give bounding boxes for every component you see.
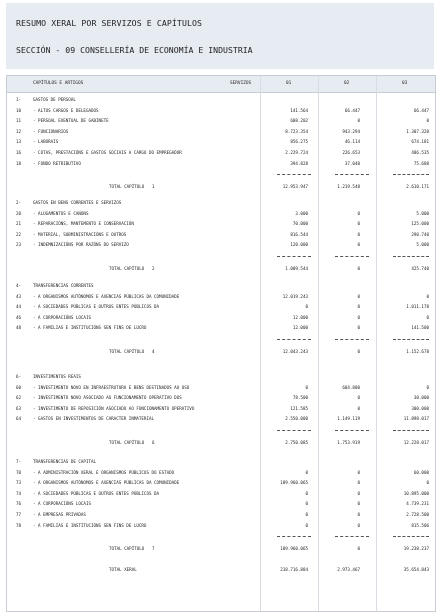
value-service-03: 141.500 [411, 325, 429, 331]
article-code: 22 [16, 231, 22, 237]
value-service-02: 0 [357, 395, 360, 401]
value-service-03: 5.000 [416, 242, 429, 248]
article-code: 23 [16, 242, 22, 248]
article-description: - COTAS, PRESTACIÓNS E GASTOS SOCIAIS A CARGO DO EMPREGADOR [33, 150, 182, 155]
total-separator [393, 174, 429, 175]
value-service-03: 2.728.500 [406, 512, 429, 517]
table-row [7, 522, 435, 530]
value-service-01: 816.544 [290, 231, 308, 237]
value-service-02: 0 [357, 293, 360, 299]
grand-total-service-02: 2.973.467 [337, 567, 360, 572]
chapter-code: 6- [16, 374, 22, 379]
table-row [7, 149, 435, 157]
total-label: TOTAL CAPÍTULO [109, 546, 145, 552]
value-service-02: 0 [357, 469, 360, 475]
total-service-02: 0 [357, 266, 360, 271]
total-separator [335, 536, 369, 537]
grand-total-label: TOTAL XERAL [109, 567, 137, 572]
total-service-03: 12.228.017 [403, 440, 429, 445]
value-service-02: 226.653 [342, 150, 360, 155]
article-description: - INVESTIMENTO NOVO ASOCIADO AO FUNCIONAMENTO OPERATIVO DOS [33, 395, 182, 401]
grand-total-row [7, 566, 435, 574]
article-code: 48 [16, 325, 22, 331]
value-service-02: 0 [357, 304, 360, 310]
article-description: - A EMPRESAS PRIVADAS [33, 512, 86, 517]
total-separator [393, 339, 429, 340]
article-description: - ALUGAMENTOS E CANONS [33, 210, 89, 216]
value-service-03: 1.011.178 [406, 304, 429, 310]
chapter-code: 1- [16, 97, 22, 102]
chapter-name: TRANSFERENCIAS CORRENTES [33, 283, 94, 288]
chapter-code: 4- [16, 283, 22, 288]
value-service-01: 141.564 [290, 107, 308, 113]
table-row [7, 117, 435, 125]
value-service-03: 0 [426, 314, 429, 320]
column-header-02: 02 [344, 81, 350, 86]
total-chapter-number: 7 [152, 546, 155, 552]
article-code: 18 [16, 160, 22, 166]
table-row [7, 138, 435, 146]
value-service-01: 12.000 [292, 314, 308, 320]
total-separator [277, 339, 311, 340]
article-code: 74 [16, 490, 22, 496]
value-service-01: 0 [305, 304, 308, 310]
article-code: 62 [16, 395, 22, 401]
value-service-01: 856.275 [290, 139, 308, 145]
table-row [7, 107, 435, 115]
value-service-01: 189.960.065 [280, 480, 308, 486]
total-chapter-number: 4 [152, 349, 155, 354]
value-service-03: 5.000 [416, 210, 429, 216]
article-code: 43 [16, 293, 22, 299]
total-service-01: 2.750.085 [285, 440, 308, 445]
table-row [7, 314, 435, 322]
report-title: RESUMO XERAL POR SERVIZOS E CAPÍTULOS [16, 18, 203, 28]
grand-total-service-01: 218.716.884 [280, 567, 308, 572]
value-service-01: 0 [305, 384, 308, 390]
article-description: - MATERIAL, SUBMINISTRACIÓNS E OUTROS [33, 231, 127, 237]
value-service-03: 125.000 [411, 221, 429, 227]
value-service-02: 0 [357, 512, 360, 517]
article-code: 78 [16, 522, 22, 528]
value-service-03: 815.506 [411, 522, 429, 528]
article-description: - LABORAIS [33, 139, 59, 145]
value-service-03: 66.447 [413, 107, 429, 113]
total-service-01: 189.960.065 [280, 546, 308, 552]
chapter-name: GASTOS EN BENS CORRENTES E SERVIZOS [33, 200, 122, 205]
article-code: 20 [16, 210, 22, 216]
value-service-02: 0 [357, 231, 360, 237]
value-service-03: 674.181 [411, 139, 429, 145]
article-code: 76 [16, 501, 22, 507]
total-separator [393, 256, 429, 257]
value-service-01: 0 [305, 501, 308, 507]
report-header [6, 3, 434, 69]
value-service-02: 604.800 [342, 384, 360, 390]
total-chapter-number: 2 [152, 266, 155, 271]
chapter-name: INVESTIMENTOS REAIS [33, 374, 81, 379]
chapter-total-row [7, 348, 435, 356]
article-code: 11 [16, 118, 22, 124]
article-code: 73 [16, 480, 22, 486]
chapter-code: 2- [16, 200, 22, 205]
total-separator [277, 174, 311, 175]
table-row [7, 324, 435, 332]
value-service-02: 0 [357, 242, 360, 248]
total-label: TOTAL CAPÍTULO [109, 349, 145, 354]
total-service-03: 425.740 [411, 266, 429, 271]
value-service-01: 0 [305, 469, 308, 475]
chapter-header-row [7, 282, 435, 290]
total-separator [277, 256, 311, 257]
article-description: - INDEMNIZACIÓNS POR RAZÓNS DO SERVIZO [33, 242, 129, 248]
value-service-02: 0 [357, 325, 360, 331]
value-service-01: 78.500 [292, 395, 308, 401]
table-row [7, 384, 435, 392]
value-service-01: 394.828 [290, 160, 308, 166]
value-service-02: 1.149.119 [337, 416, 360, 422]
article-description: - FONDO RETRIBUTIVO [33, 160, 81, 166]
total-chapter-number: 1 [152, 184, 155, 190]
table-row [7, 415, 435, 423]
article-description: - A SOCIEDADES PÚBLICAS E OUTROS ENTES PÚBLICOS DA [33, 490, 160, 496]
table-row [7, 128, 435, 136]
table-row [7, 511, 435, 519]
total-service-03: 2.610.171 [406, 184, 429, 190]
value-service-01: 0 [305, 512, 308, 517]
value-service-02: 0 [357, 314, 360, 320]
article-code: 70 [16, 469, 22, 475]
column-header-01: 01 [286, 81, 292, 86]
table-row [7, 293, 435, 301]
chapter-header-row [7, 373, 435, 381]
article-description: - INVESTIMENTO DE REPOSICIÓN ASOCIADO AO FUNCIONAMENTO OPERATIVO [33, 405, 195, 411]
value-service-01: 3.000 [295, 210, 308, 216]
chapter-name: TRANSFERENCIAS DE CAPITAL [33, 459, 97, 464]
total-separator [393, 430, 429, 431]
article-description: - A ORGANISMOS AUTÓNOMOS E AXENCIAS PÚBLICAS DA COMUNIDADE [33, 293, 180, 299]
value-service-03: 0 [426, 384, 429, 390]
value-service-03: 0 [426, 480, 429, 486]
value-service-02: 0 [357, 490, 360, 496]
chapter-header-row [7, 199, 435, 207]
chapter-name: GASTOS DE PERSOAL [33, 97, 76, 102]
article-code: 77 [16, 512, 22, 517]
chapter-code: 7- [16, 459, 22, 464]
value-service-02: 0 [357, 405, 360, 411]
article-description: - INVESTIMENTO NOVO EN INFRAESTRUTURA E BENS DESTINADOS AO USO [33, 384, 190, 390]
chapter-total-row [7, 183, 435, 191]
article-code: 63 [16, 405, 22, 411]
value-service-02: 0 [357, 210, 360, 216]
total-label: TOTAL CAPÍTULO [109, 266, 145, 271]
article-code: 21 [16, 221, 22, 227]
column-header-chapters: CAPÍTULOS E ARTIGOS [33, 81, 84, 86]
article-code: 13 [16, 139, 22, 145]
article-description: - A CORPORACIÓNS LOCAIS [33, 314, 91, 320]
value-service-03: 290.740 [411, 231, 429, 237]
total-service-02: 1.753.919 [337, 440, 360, 445]
value-service-03: 4.739.231 [406, 501, 429, 507]
table-row [7, 469, 435, 477]
total-service-01: 12.953.947 [282, 184, 308, 190]
summary-table [6, 75, 436, 612]
value-service-01: 608.202 [290, 118, 308, 124]
value-service-03: 0 [426, 118, 429, 124]
value-service-02: 0 [357, 522, 360, 528]
table-row [7, 220, 435, 228]
value-service-01: 12.019.243 [282, 293, 308, 299]
total-service-02: 0 [357, 349, 360, 354]
article-code: 44 [16, 304, 22, 310]
table-row [7, 500, 435, 508]
total-service-02: 0 [357, 546, 360, 552]
total-separator [277, 430, 311, 431]
value-service-02: 46.114 [344, 139, 360, 145]
value-service-03: 0 [426, 293, 429, 299]
table-row [7, 303, 435, 311]
value-service-03: 11.898.017 [403, 416, 429, 422]
value-service-01: 0 [305, 522, 308, 528]
value-service-01: 70.000 [292, 221, 308, 227]
column-header-services: SERVIZOS [230, 81, 252, 86]
value-service-03: 60.000 [413, 469, 429, 475]
table-row [7, 479, 435, 487]
value-service-03: 300.000 [411, 405, 429, 411]
total-separator [335, 430, 369, 431]
total-separator [335, 174, 369, 175]
chapter-total-row [7, 439, 435, 447]
article-description: - PERSOAL EVENTUAL DE GABINETE [33, 118, 109, 124]
chapter-total-row [7, 265, 435, 273]
value-service-02: 0 [357, 501, 360, 507]
article-code: 64 [16, 416, 22, 422]
article-description: - FUNCIONARIOS [33, 128, 69, 134]
value-service-02: 0 [357, 221, 360, 227]
article-code: 46 [16, 314, 22, 320]
table-row [7, 231, 435, 239]
value-service-02: 37.040 [344, 160, 360, 166]
section-title: SECCIÓN - 09 CONSELLERÍA DE ECONOMÍA E INDUSTRIA [16, 45, 253, 55]
value-service-01: 2.550.000 [285, 416, 308, 422]
value-service-02: 0 [357, 118, 360, 124]
value-service-02: 0 [357, 480, 360, 486]
article-code: 60 [16, 384, 22, 390]
value-service-01: 0 [305, 490, 308, 496]
article-description: - REPARACIÓNS, MANTEMENTO E CONSERVACIÓN [33, 221, 134, 227]
value-service-01: 121.585 [290, 405, 308, 411]
table-row [7, 241, 435, 249]
value-service-03: 10.895.000 [403, 490, 429, 496]
table-row [7, 210, 435, 218]
value-service-02: 943.294 [342, 128, 360, 134]
chapter-total-row [7, 545, 435, 553]
total-label: TOTAL CAPÍTULO [109, 440, 145, 445]
article-description: - GASTOS EN INVESTIMENTOS DE CARACTER INMATERIAL [33, 416, 155, 422]
article-description: - A ORGANISMOS AUTÓNOMOS E AXENCIAS PÚBLICAS DA COMUNIDADE [33, 480, 180, 486]
total-separator [335, 256, 369, 257]
article-description: - A ADMINISTRACIÓN XERAL E ORGANISMOS PÚBLICOS DO ESTADO [33, 469, 175, 475]
column-header-03: 03 [402, 81, 408, 86]
value-service-03: 486.535 [411, 150, 429, 155]
table-row [7, 490, 435, 498]
article-code: 12 [16, 128, 22, 134]
article-description: - A FAMILIAS E INSTITUCIÓNS SEN FINS DE LUCRO [33, 522, 147, 528]
value-service-01: 120.000 [290, 242, 308, 248]
total-separator [393, 536, 429, 537]
table-row [7, 405, 435, 413]
article-code: 16 [16, 150, 22, 155]
article-description: - ALTOS CARGOS E DELEGADOS [33, 107, 99, 113]
total-service-02: 1.219.548 [337, 184, 360, 190]
total-separator [277, 536, 311, 537]
article-description: - A SOCIEDADES PÚBLICAS E OUTROS ENTES PÚBLICOS DA [33, 304, 160, 310]
value-service-01: 12.000 [292, 325, 308, 331]
total-service-01: 1.009.544 [285, 266, 308, 271]
value-service-01: 2.229.724 [285, 150, 308, 155]
total-service-01: 12.043.243 [282, 349, 308, 354]
chapter-header-row [7, 96, 435, 104]
value-service-03: 30.000 [413, 395, 429, 401]
chapter-header-row [7, 458, 435, 466]
total-label: TOTAL CAPÍTULO [109, 184, 145, 190]
table-header [7, 76, 435, 93]
table-row [7, 394, 435, 402]
table-row [7, 160, 435, 168]
grand-total-service-03: 35.654.843 [403, 567, 429, 572]
total-separator [335, 339, 369, 340]
total-service-03: 19.238.237 [403, 546, 429, 552]
value-service-03: 1.307.320 [406, 128, 429, 134]
value-service-03: 75.688 [413, 160, 429, 166]
value-service-01: 8.723.354 [285, 128, 308, 134]
value-service-02: 66.447 [344, 107, 360, 113]
total-chapter-number: 6 [152, 440, 155, 445]
article-description: - A FAMILIAS E INSTITUCIÓNS SEN FINS DE LUCRO [33, 325, 147, 331]
article-description: - A CORPORACIÓNS LOCAIS [33, 501, 91, 507]
total-service-03: 1.152.678 [406, 349, 429, 354]
article-code: 10 [16, 107, 22, 113]
